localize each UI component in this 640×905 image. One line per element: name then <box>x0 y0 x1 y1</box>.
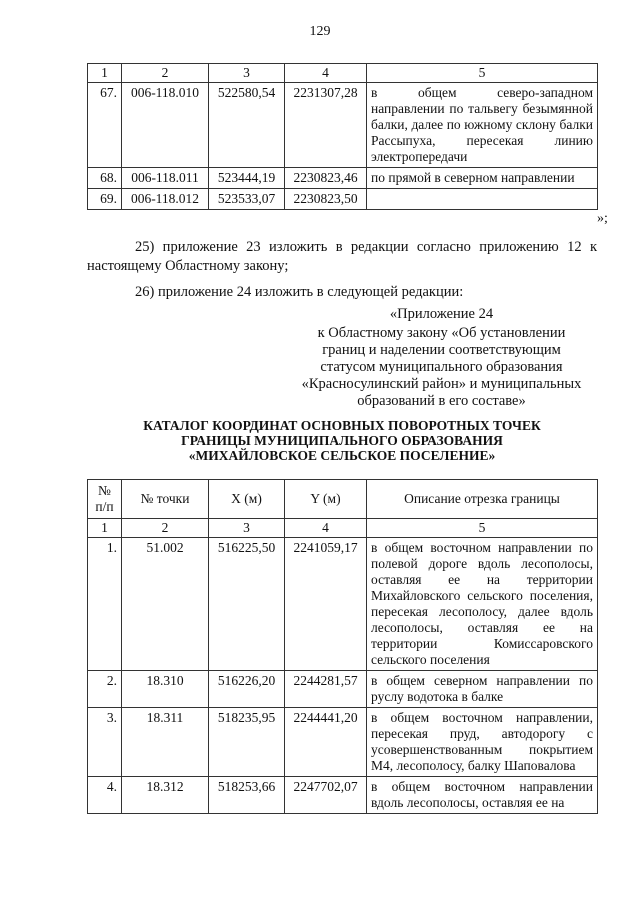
column-number: 5 <box>367 64 598 83</box>
row-number: 3. <box>88 708 122 777</box>
point-code: 006-118.011 <box>122 168 209 189</box>
boundary-description: в общем северо-западном направлении по тальвегу безымянной балки, далее по южному склону балки Рассыпуха, пересекая линию электропередачи <box>367 83 598 168</box>
row-number: 67. <box>88 83 122 168</box>
header-number-line: № <box>98 483 111 498</box>
table-header-row <box>88 480 598 519</box>
x-coordinate: 523444,19 <box>209 168 285 189</box>
boundary-description: в общем восточном направлении, пересекая пруд, автодорогу с усовершенствованным покрытием М4, лесополосу, балку Шаповалова <box>367 708 598 777</box>
header-number-line: п/п <box>95 499 114 514</box>
paragraph-26: 26) приложение 24 изложить в следующей редакции: <box>135 284 464 300</box>
coordinates-table-continued <box>87 63 598 210</box>
point-code: 18.310 <box>122 671 209 708</box>
column-header-number <box>88 480 122 519</box>
column-number: 1 <box>88 64 122 83</box>
row-number: 2. <box>88 671 122 708</box>
column-number: 2 <box>122 519 209 538</box>
catalog-heading-line: «МИХАЙЛОВСКОЕ СЕЛЬСКОЕ ПОСЕЛЕНИЕ» <box>188 448 496 463</box>
appendix-caption-line: к Областному закону «Об установлении <box>317 325 566 341</box>
catalog-heading <box>87 418 597 463</box>
column-number: 2 <box>122 64 209 83</box>
point-code: 51.002 <box>122 538 209 671</box>
table-row <box>88 83 598 168</box>
appendix-title: «Приложение 24 <box>389 306 494 322</box>
column-number: 5 <box>367 519 598 538</box>
column-number: 3 <box>209 64 285 83</box>
row-number: 68. <box>88 168 122 189</box>
column-number: 4 <box>285 519 367 538</box>
y-coordinate: 2230823,50 <box>285 189 367 210</box>
x-coordinate: 523533,07 <box>209 189 285 210</box>
row-number: 69. <box>88 189 122 210</box>
row-number: 4. <box>88 777 122 814</box>
column-header-point: № точки <box>122 480 209 519</box>
table-row <box>88 777 598 814</box>
column-header-x: X (м) <box>209 480 285 519</box>
column-header-y: Y (м) <box>285 480 367 519</box>
column-number: 4 <box>285 64 367 83</box>
boundary-description: в общем северном направлении по руслу водотока в балке <box>367 671 598 708</box>
table-row <box>88 538 598 671</box>
appendix-caption-line: границ и наделении соответствующим <box>322 342 561 358</box>
table-row <box>88 708 598 777</box>
appendix-caption-line: статусом муниципального образования <box>320 359 563 375</box>
table-row <box>88 168 598 189</box>
x-coordinate: 522580,54 <box>209 83 285 168</box>
boundary-description: по прямой в северном направлении <box>367 168 598 189</box>
column-number: 1 <box>88 519 122 538</box>
appendix-caption-line: образований в его составе» <box>357 393 526 409</box>
point-code: 18.312 <box>122 777 209 814</box>
point-code: 18.311 <box>122 708 209 777</box>
appendix-caption-line: «Красносулинский район» и муниципальных <box>301 376 582 392</box>
paragraph-25: 25) приложение 23 изложить в редакции согласно приложению 12 к настоящему Областному закону; <box>87 239 597 274</box>
boundary-description <box>367 189 598 210</box>
row-number: 1. <box>88 538 122 671</box>
x-coordinate: 516226,20 <box>209 671 285 708</box>
y-coordinate: 2244441,20 <box>285 708 367 777</box>
catalog-heading-line: КАТАЛОГ КООРДИНАТ ОСНОВНЫХ ПОВОРОТНЫХ ТОЧЕК <box>143 418 541 433</box>
x-coordinate: 518235,95 <box>209 708 285 777</box>
column-header-description: Описание отрезка границы <box>367 480 598 519</box>
table-column-numbers <box>88 64 598 83</box>
x-coordinate: 518253,66 <box>209 777 285 814</box>
point-code: 006-118.010 <box>122 83 209 168</box>
boundary-description: в общем восточном направлении вдоль лесополосы, оставляя ее на <box>367 777 598 814</box>
y-coordinate: 2247702,07 <box>285 777 367 814</box>
column-number: 3 <box>209 519 285 538</box>
point-code: 006-118.012 <box>122 189 209 210</box>
table-row <box>88 189 598 210</box>
y-coordinate: 2241059,17 <box>285 538 367 671</box>
table-column-numbers <box>88 519 598 538</box>
y-coordinate: 2244281,57 <box>285 671 367 708</box>
page-number: 129 <box>309 24 331 39</box>
x-coordinate: 516225,50 <box>209 538 285 671</box>
y-coordinate: 2231307,28 <box>285 83 367 168</box>
y-coordinate: 2230823,46 <box>285 168 367 189</box>
catalog-heading-line: ГРАНИЦЫ МУНИЦИПАЛЬНОГО ОБРАЗОВАНИЯ <box>181 433 503 448</box>
coordinates-table <box>87 479 598 814</box>
table-row <box>88 671 598 708</box>
closing-quote: »; <box>597 211 608 226</box>
boundary-description: в общем восточном направлении по полевой дороге вдоль лесополосы, оставляя ее на территории Михайловского сельского поселения, пересекая лесополосу, далее вдоль лесополосы, оставляя ее на территории Комиссаровского сельского поселения <box>367 538 598 671</box>
